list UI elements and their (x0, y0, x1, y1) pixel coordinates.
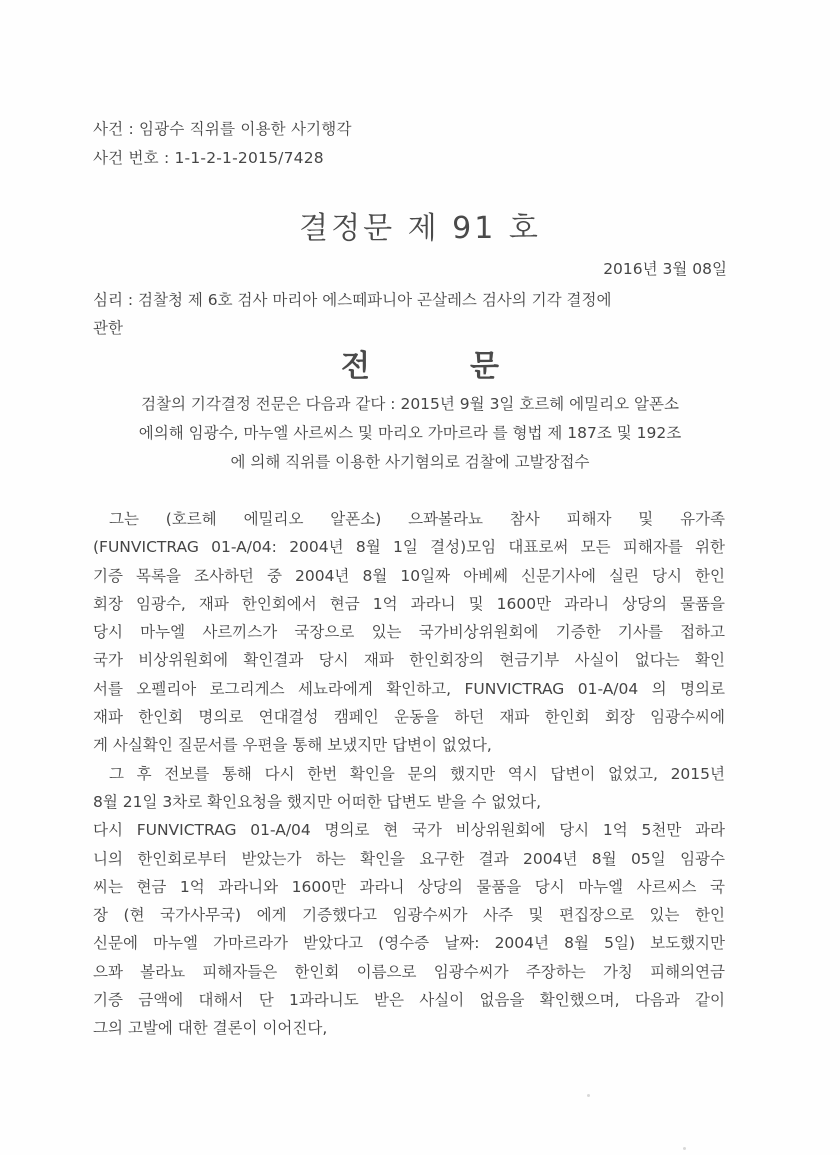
body-line: 신문에 마누엘 가마르라가 받았다고 (영수증 날짜: 2004년 8월 5일) 보도했지만 (93, 934, 725, 953)
body-line: 기증 목록을 조사하던 중 2004년 8월 10일짜 아베쎄 신문기사에 실린 당시 한인 (93, 566, 725, 585)
body-line: 국가 비상위원회에 확인결과 당시 재파 한인회장의 현금기부 사실이 없다는 확인 (93, 651, 725, 670)
preamble-summary-line: 에 의해 직위를 이용한 사기혐의로 검찰에 고발장접수 (230, 453, 590, 471)
body-line: 게 사실확인 질문서를 우편을 통해 보냈지만 답변이 없었다, (93, 736, 492, 755)
preamble-summary (85, 390, 735, 477)
preamble-summary-line: 에의해 임광수, 마누엘 사르씨스 및 마리오 가마르라 를 형법 제 187조 및 192조 (138, 424, 682, 442)
decision-date: 2016년 3월 08일 (603, 260, 727, 278)
preamble-heading (0, 341, 840, 385)
body-paragraph-3 (93, 816, 725, 1042)
body-line: 그는 (호르헤 에밀리오 알폰소) 으꽈볼라뇨 참사 피해자 및 유가족 (109, 510, 725, 528)
decision-title: 결정문 제 91 호 (299, 211, 541, 246)
body-line: 기증 금액에 대해서 단 1과라니도 받은 사실이 없음을 확인했으며, 다음과 같이 (93, 991, 725, 1010)
body-text (93, 505, 725, 1043)
scan-speck (587, 1094, 590, 1097)
preamble-summary-line: 검찰의 기각결정 전문은 다음과 같다 : 2015년 9월 3일 호르헤 에밀리오 알폰소 (141, 395, 679, 413)
body-line: 서를 오펠리아 로그리게스 세뇨라에게 확인하고, FUNVICTRAG 01-A/04 의 명의로 (93, 679, 725, 698)
review-subject-line-2: 관한 (93, 319, 123, 337)
body-line: 그의 고발에 대한 결론이 이어진다, (93, 1019, 328, 1038)
body-line: 으꽈 볼라뇨 피해자들은 한인회 이름으로 임광수씨가 주장하는 가칭 피해의연금 (93, 962, 725, 981)
preamble-heading-right: 문 (470, 349, 499, 384)
body-line: (FUNVICTRAG 01-A/04: 2004년 8월 1일 결성)모임 대표로써 모든 피해자를 위한 (93, 538, 725, 557)
body-line: 니의 한인회로부터 받았는가 하는 확인을 요구한 결과 2004년 8월 05일 임광수 (93, 849, 725, 868)
body-line: 재파 한인회 명의로 연대결성 캠페인 운동을 하던 재파 한인회 회장 임광수씨에 (93, 708, 725, 727)
body-line: 회장 임광수, 재파 한인회에서 현금 1억 과라니 및 1600만 과라니 상당의 물품을 (93, 594, 725, 613)
body-line: 장 (현 국가사무국) 에게 기증했다고 임광수씨가 사주 및 편집장으로 있는 한인 (93, 906, 725, 925)
body-paragraph-2 (93, 760, 725, 817)
body-line: 당시 마누엘 사르끼스가 국장으로 있는 국가비상위원회에 기증한 기사를 접하고 (93, 623, 725, 642)
body-line: 그 후 전보를 통해 다시 한번 확인을 문의 했지만 역시 답변이 없었고, 2015년 (109, 764, 725, 783)
body-line: 씨는 현금 1억 과라니와 1600만 과라니 상당의 물품을 당시 마누엘 사르씨스 국 (93, 877, 725, 896)
case-number: 사건 번호 : 1-1-2-1-2015/7428 (93, 149, 324, 167)
review-subject (93, 286, 725, 342)
body-paragraph-1 (93, 505, 725, 760)
scan-speck (683, 1147, 686, 1150)
body-line: 다시 FUNVICTRAG 01-A/04 명의로 현 국가 비상위원회에 당시 1억 5천만 과라 (93, 821, 725, 840)
preamble-heading-left: 전 (341, 349, 370, 384)
body-line: 8월 21일 3차로 확인요청을 했지만 어떠한 답변도 받을 수 없었다, (93, 792, 542, 811)
review-subject-line-1: 심리 : 검찰청 제 6호 검사 마리아 에스떼파니아 곤살레스 검사의 기각 결정에 (93, 291, 612, 309)
case-label: 사건 : 임광수 직위를 이용한 사기행각 (93, 120, 352, 138)
